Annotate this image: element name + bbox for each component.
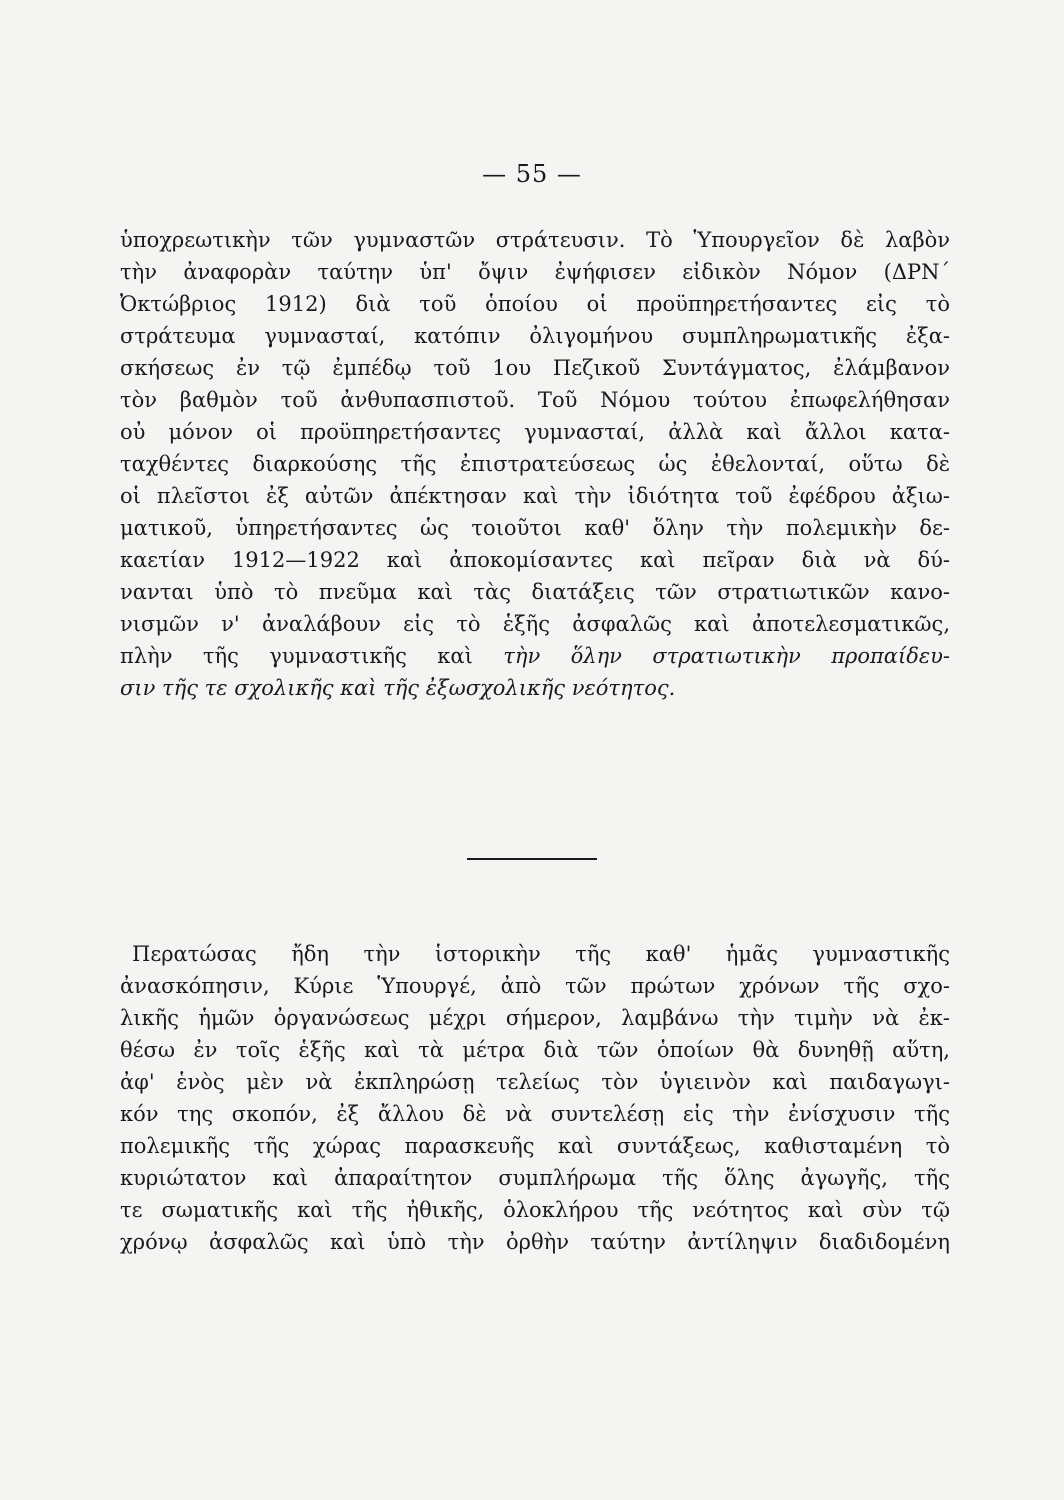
text-line: ἀφ' ἑνὸς μὲν νὰ ἐκπληρώσῃ τελείως τὸν ὑγιεινὸν καὶ παιδαγωγι- (120, 1070, 950, 1094)
text-italic: τὴν ὅλην στρατιωτικὴν προπαίδευ- (503, 644, 950, 668)
text-line: οἱ πλεῖστοι ἐξ αὐτῶν ἀπέκτησαν καὶ τὴν ἰδιότητα τοῦ ἐφέδρου ἀξιω- (120, 484, 950, 508)
text-line: καετίαν 1912—1922 καὶ ἀποκομίσαντες καὶ πεῖραν διὰ νὰ δύ- (120, 548, 950, 572)
text-line: Περατώσας ἤδη τὴν ἱστορικὴν τῆς καθ' ἡμᾶς γυμναστικῆς (132, 942, 950, 966)
paragraph-1 (120, 224, 950, 704)
text-line: ματικοῦ, ὑπηρετήσαντες ὡς τοιοῦτοι καθ' ὅλην τὴν πολεμικὴν δε- (120, 516, 950, 540)
text-line-mixed (120, 640, 950, 672)
paragraph-2 (120, 938, 950, 1258)
text-line: στράτευμα γυμνασταί, κατόπιν ὀλιγομήνου συμπληρωματικῆς ἐξα- (120, 324, 950, 348)
page-number: — 55 — (482, 160, 582, 188)
text-line: χρόνῳ ἀσφαλῶς καὶ ὑπὸ τὴν ὀρθὴν ταύτην ἀντίληψιν διαδιδομένη (120, 1230, 950, 1254)
text-line: τὸν βαθμὸν τοῦ ἀνθυπασπιστοῦ. Τοῦ Νόμου τούτου ἐπωφελήθησαν (120, 388, 950, 412)
text-line: λικῆς ἡμῶν ὀργανώσεως μέχρι σήμερον, λαμβάνω τὴν τιμὴν νὰ ἐκ- (120, 1006, 950, 1030)
text-line-italic: σιν τῆς τε σχολικῆς καὶ τῆς ἐξωσχολικῆς νεότητος. (120, 676, 676, 700)
text-line: θέσω ἐν τοῖς ἑξῆς καὶ τὰ μέτρα διὰ τῶν ὁποίων θὰ δυνηθῇ αὕτη, (120, 1038, 950, 1062)
text-line: τὴν ἀναφορὰν ταύτην ὑπ' ὄψιν ἐψήφισεν εἰδικὸν Νόμον (ΔΡΝ΄ (120, 260, 950, 284)
text-line: κυριώτατον καὶ ἀπαραίτητον συμπλήρωμα τῆς ὅλης ἀγωγῆς, τῆς (120, 1166, 950, 1190)
section-divider (467, 858, 597, 860)
text-line: ἀνασκόπησιν, Κύριε Ὑπουργέ, ἀπὸ τῶν πρώτων χρόνων τῆς σχο- (120, 974, 950, 998)
text-line: τε σωματικῆς καὶ τῆς ἠθικῆς, ὁλοκλήρου τῆς νεότητος καὶ σὺν τῷ (120, 1198, 950, 1222)
text-line: κόν της σκοπόν, ἐξ ἄλλου δὲ νὰ συντελέσῃ εἰς τὴν ἐνίσχυσιν τῆς (120, 1102, 950, 1126)
text-line: πολεμικῆς τῆς χώρας παρασκευῆς καὶ συντάξεως, καθισταμένη τὸ (120, 1134, 950, 1158)
text-line: σκήσεως ἐν τῷ ἐμπέδῳ τοῦ 1ου Πεζικοῦ Συντάγματος, ἐλάμβανον (120, 356, 950, 380)
text-line: Ὀκτώβριος 1912) διὰ τοῦ ὁποίου οἱ προϋπηρετήσαντες εἰς τὸ (120, 292, 950, 316)
text-line: οὐ μόνον οἱ προϋπηρετήσαντες γυμνασταί, ἀλλὰ καὶ ἄλλοι κατα- (120, 420, 950, 444)
text-line: νανται ὑπὸ τὸ πνεῦμα καὶ τὰς διατάξεις τῶν στρατιωτικῶν κανο- (120, 580, 950, 604)
text-line: ταχθέντες διαρκούσης τῆς ἐπιστρατεύσεως ὡς ἐθελονταί, οὕτω δὲ (120, 452, 950, 476)
text-plain: πλὴν τῆς γυμναστικῆς καὶ (120, 644, 473, 668)
text-line: νισμῶν ν' ἀναλάβουν εἰς τὸ ἑξῆς ἀσφαλῶς καὶ ἀποτελεσματικῶς, (120, 612, 950, 636)
text-line: ὑποχρεωτικὴν τῶν γυμναστῶν στράτευσιν. Τὸ Ὑπουργεῖον δὲ λαβὸν (120, 228, 950, 252)
